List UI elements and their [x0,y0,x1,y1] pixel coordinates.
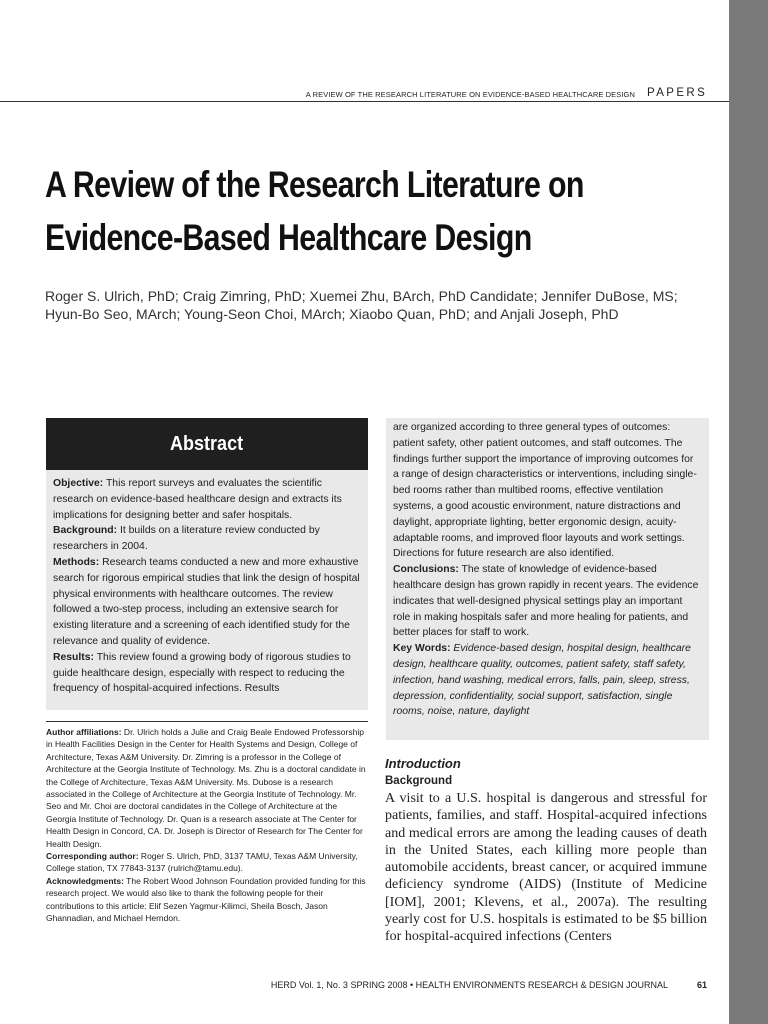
section-label: PAPERS [647,87,708,99]
page-edge-bar [729,0,768,1024]
article-title [45,158,586,264]
affiliations-text: Author affiliations: Dr. Ulrich holds a Julie and Craig Beale Endowed Professorship in Health Facilities Design in the Center for Health Systems and Design, College of Architecture, Texas A&M University. Dr. Zimring is a professor in the College of Architecture at the Georgia Institute of Technology. Ms. Zhu is a doctoral candidate in the College of Architecture, Texas A&M University. Ms. Dubose is a research associated in the College of Architecture at the Georgia Institute of Technology. Mr. Seo and Mr. Choi are doctoral candidates in the College of Architecture at the Georgia Institute of Technology. Dr. Quan is a research associate at The Center for Health Design in Concord, CA. Dr. Joseph is Director of Research for The Center for Health Design. [46,727,366,849]
author-list: Roger S. Ulrich, PhD; Craig Zimring, PhD; Xuemei Zhu, BArch, PhD Candidate; Jennifer DuBose, MS; Hyun-Bo Seo, MArch; Young-Seon Choi, MArch; Xiaobo Quan, PhD; and Anjali Joseph, PhD [45,288,678,322]
running-head: A REVIEW OF THE RESEARCH LITERATURE ON EVIDENCE-BASED HEALTHCARE DESIGN [305,90,635,99]
abstract-heading: Abstract [46,418,368,470]
abstract-methods: Methods: Research teams conducted a new and more exhaustive search for rigorous empirical studies that link the design of hospital physical environments with healthcare outcomes. The review followed a two-step process, including an extensive search for existing literature and a screening of each identified study for the relevance and quality of evidence. [53,556,360,647]
abstract-results: Results: This review found a growing body of rigorous studies to guide healthcare design, especially with respect to reducing the frequency of hospital-acquired infections. Results [53,651,351,695]
abstract-keywords: Key Words: Evidence-based design, hospital design, healthcare design, healthcare quality, outcomes, patient safety, staff safety, infection, hand washing, medical errors, falls, pain, sleep, stress, depression, confidentiality, social support, satisfaction, single rooms, noise, nature, daylight [393,643,691,718]
abstract-conclusions: Conclusions: The state of knowledge of evidence-based healthcare design has grown rapidly in recent years. The evidence indicates that well-designed physical settings play an important role in making hospitals safer and more healing for patients, and better places for staff to work. [393,564,699,639]
acknowledgments: Acknowledgments: The Robert Wood Johnson Foundation provided funding for this research project. We would also like to thank the following people for their contributions to this article: Elif Sezen Yagmur-Kilimci, Sheila Bosch, Jason Ghannadian, and Michael Herndon. [46,875,366,924]
abstract-objective: Objective: This report surveys and evaluates the scientific research on evidence-based healthcare design and extracts its implications for designing better and safer hospitals. [53,478,342,521]
abstract-box [46,418,368,710]
abstract-background: Background: It builds on a literature review conducted by researchers in 2004. [53,525,320,553]
author-affiliations [46,726,368,925]
abstract-body [46,470,368,697]
page-number: 61 [697,980,708,990]
corresponding-author: Corresponding author: Roger S. Ulrich, PhD, 3137 TAMU, Texas A&M University, College station, TX 77843-3137 (rulrich@tamu.edu). [46,851,358,874]
abstract-results-continued: are organized according to three general types of outcomes: patient safety, other patient outcomes, and staff outcomes. The findings further support the importance of improving outcomes for a range of design characteristics or interventions, including single-bed rooms rather than multibed rooms, effective ventilation systems, a good acoustic environment, nature distractions and daylight, appropriate lighting, better ergonomic design, acuity-adaptable rooms, and improved floor layouts and work settings. Directions for future research are also identified. [393,422,697,560]
abstract-continued [386,418,709,740]
introduction-heading: Introduction [385,756,461,771]
background-subheading: Background [385,775,453,787]
affiliations-rule [46,721,368,722]
title-line-2: Evidence-Based Healthcare Design [45,217,532,258]
introduction-body: A visit to a U.S. hospital is dangerous and stressful for patients, families, and staff. Hospital-acquired infections and medical errors are among the leading causes of death in the United States, each killing more people than automobile accidents, breast cancer, or acquired immune deficiency syndrome (AIDS) (Institute of Medicine [IOM], 2001; Klevens, et al., 2007a). The resulting yearly cost for U.S. hospitals is estimated to be $5 billion for hospital-acquired infections (Centers [385,791,707,945]
journal-footer: HERD Vol. 1, No. 3 SPRING 2008 • HEALTH ENVIRONMENTS RESEARCH & DESIGN JOURNAL [270,980,668,990]
header-rule [0,101,729,102]
title-line-1: A Review of the Research Literature on [45,164,584,205]
abstract-body-continued [386,418,709,720]
